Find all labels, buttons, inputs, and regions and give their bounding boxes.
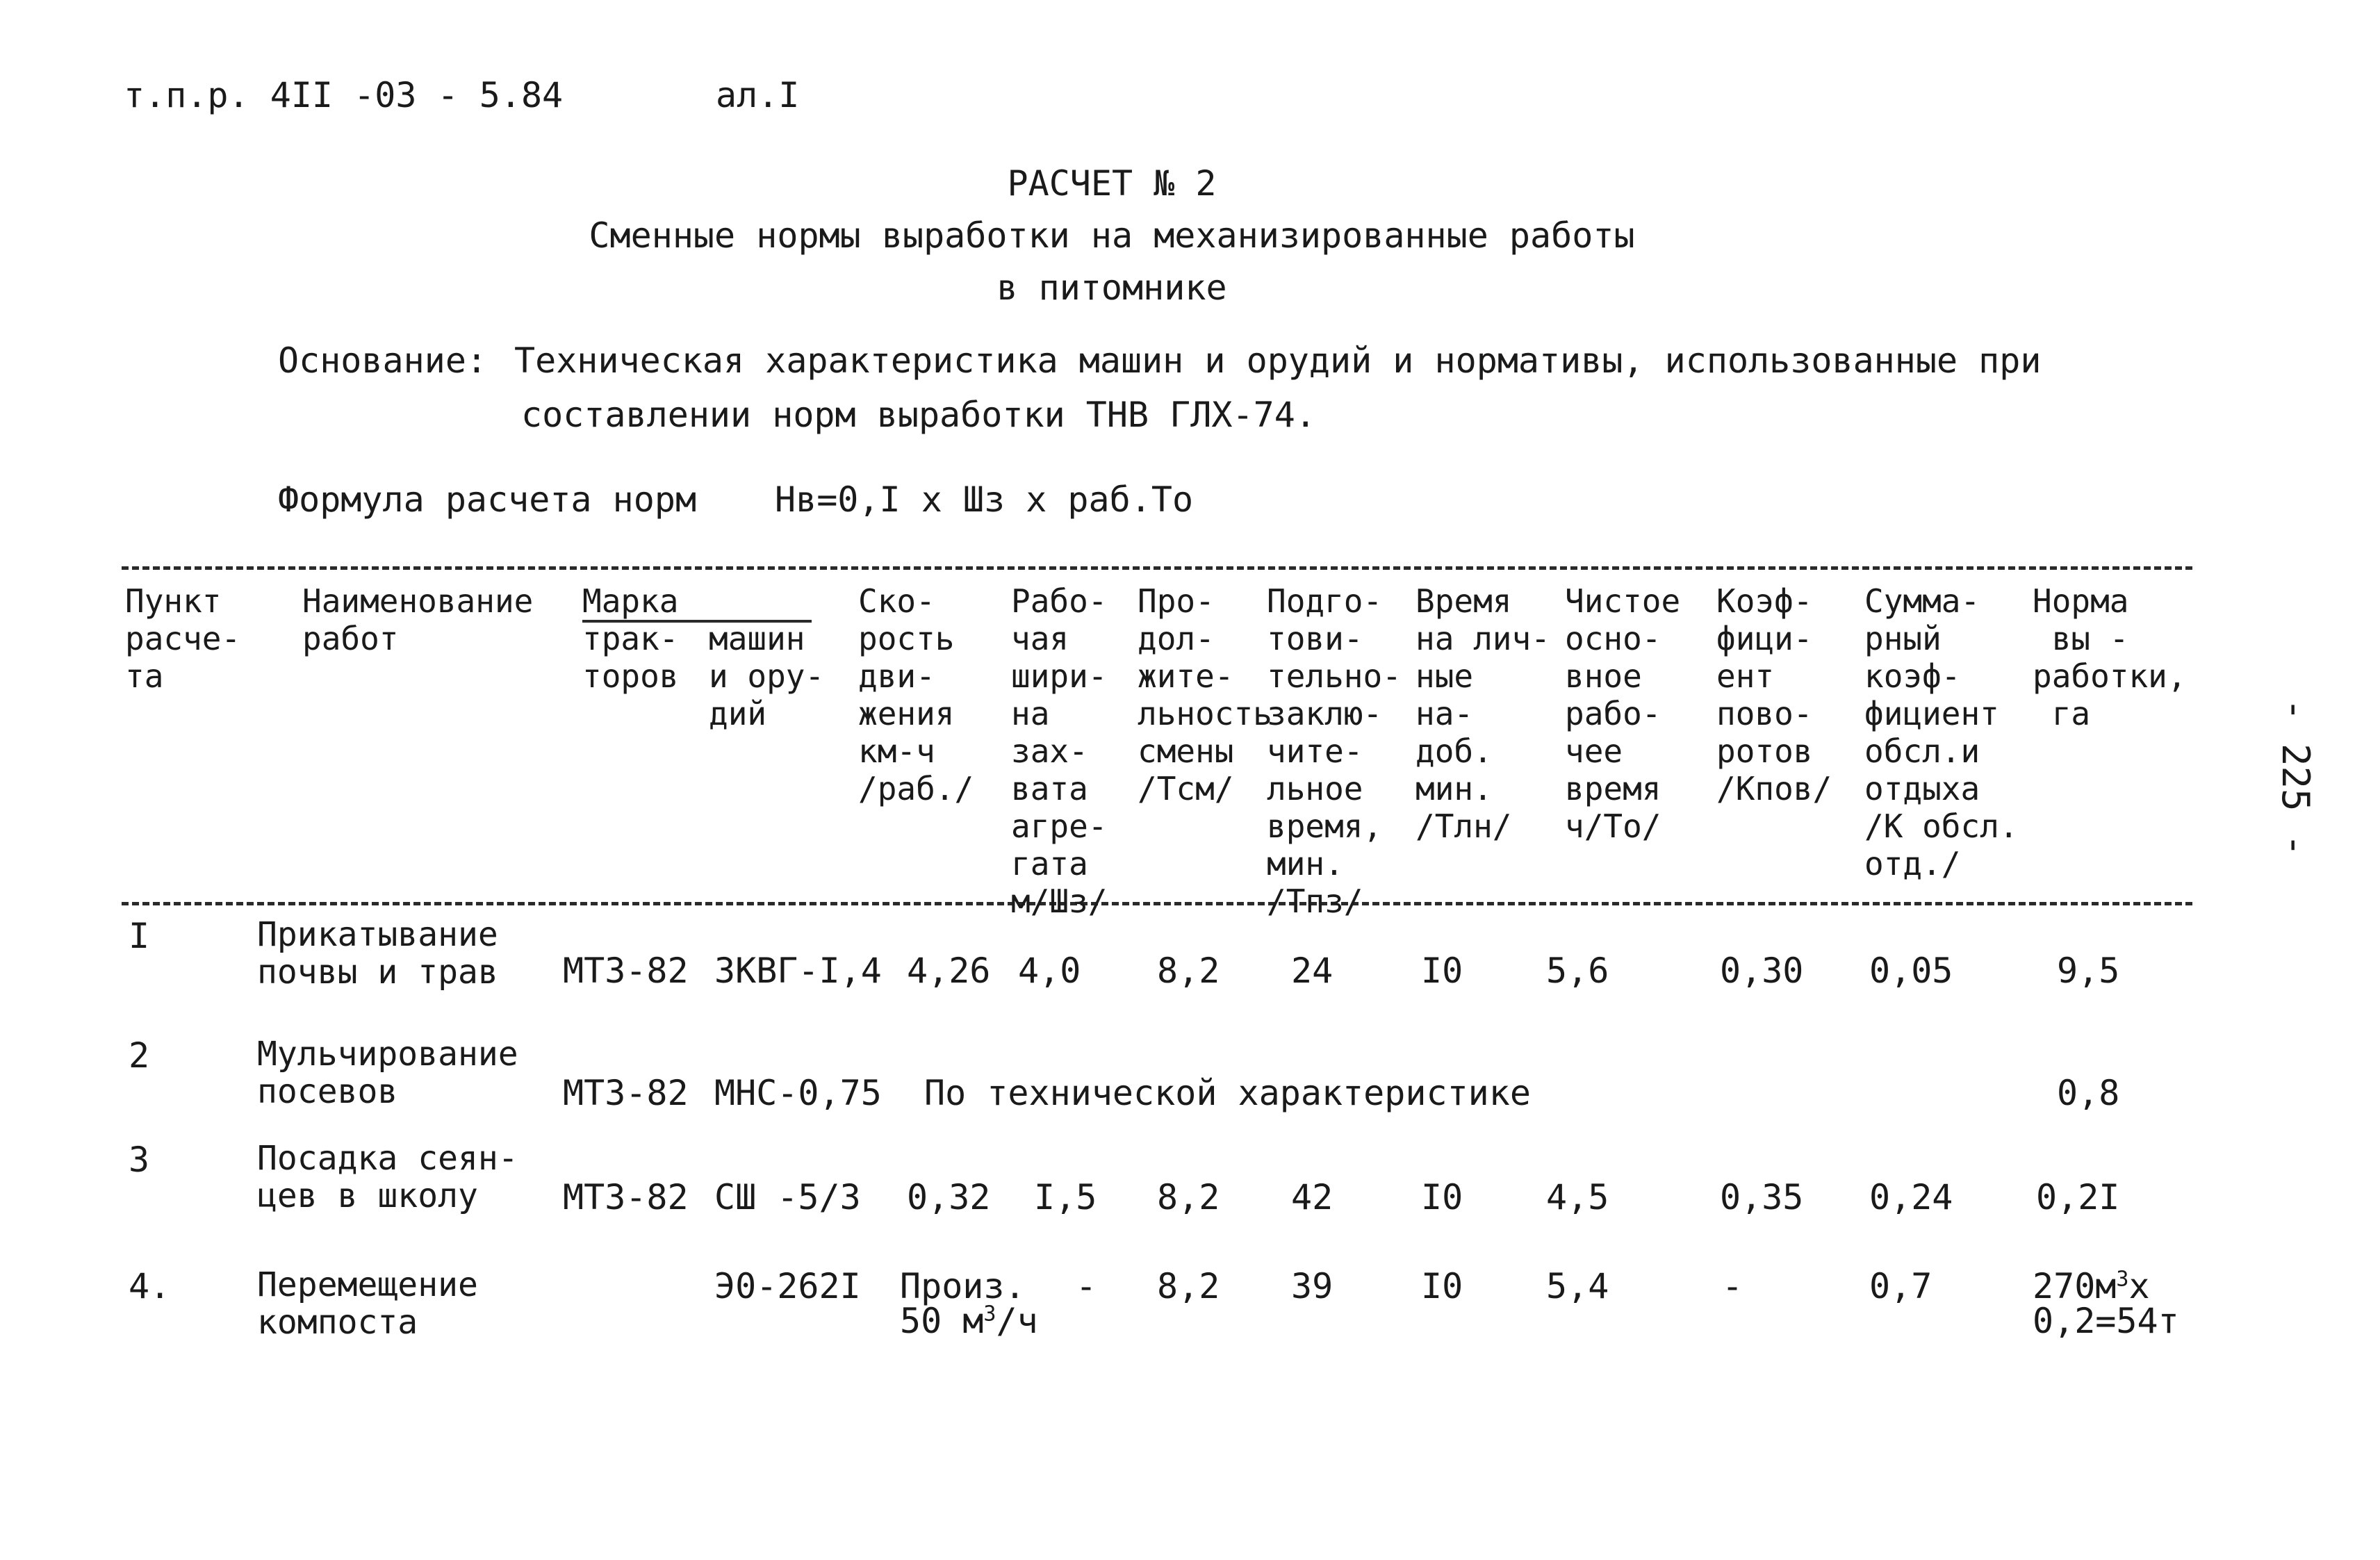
row-1-duration: 8,2 xyxy=(1157,951,1220,991)
calculation-subtitle-2: в питомнике xyxy=(996,268,1227,308)
col-header-norm: Норма вы - работки, га xyxy=(2033,582,2187,732)
row-4-machine: Э0-262I xyxy=(714,1266,861,1306)
formula-label: Формула расчета норм xyxy=(278,479,697,520)
row-1-norm: 9,5 xyxy=(2057,951,2120,991)
row-3-tractor: МТЗ-82 xyxy=(563,1177,689,1217)
row-1-turn: 0,30 xyxy=(1720,951,1804,991)
row-4-norm-line-2: 0,2=54т xyxy=(2033,1301,2179,1341)
col-header-turn-coef: Коэф- фици- ент пово- ротов /Кпов/ xyxy=(1716,582,1832,807)
row-1-machine: ЗКВГ-I,4 xyxy=(714,951,882,991)
col-header-marka: Марка xyxy=(582,582,812,623)
sheet-label: ал.I xyxy=(716,75,800,115)
row-4-speed-line-1: Произ. xyxy=(900,1266,1026,1306)
col-header-name: Наименование работ xyxy=(302,582,534,657)
basis-text-2: составлении норм выработки ТНВ ГЛХ-74. xyxy=(521,395,1316,435)
row-3-turn: 0,35 xyxy=(1720,1177,1804,1217)
row-4-num: 4. xyxy=(129,1266,171,1306)
col-header-punkt: Пункт расче- та xyxy=(125,582,241,695)
formula-expression: Нв=0,I х Шз х раб.То xyxy=(775,479,1194,520)
document-code: т.п.р. 4II -03 - 5.84 xyxy=(124,75,564,115)
row-4-personal: I0 xyxy=(1421,1266,1463,1306)
row-1-width: 4,0 xyxy=(1018,951,1081,991)
col-header-width: Рабо- чая шири- на зах- вата агре- гата м/Шз/ xyxy=(1011,582,1108,920)
row-1-personal: I0 xyxy=(1421,951,1463,991)
col-header-prep-time: Подго- тови- тельно- заклю- чите- льное время, мин. /Тпз/ xyxy=(1267,582,1402,920)
row-4-net: 5,4 xyxy=(1546,1266,1609,1306)
row-3-personal: I0 xyxy=(1421,1177,1463,1217)
row-2-name: Мульчирование посевов xyxy=(257,1035,518,1111)
row-3-total: 0,24 xyxy=(1869,1177,1953,1217)
col-header-personal-time: Время на лич- ные на- доб. мин. /Тлн/ xyxy=(1415,582,1550,845)
row-4-width: - xyxy=(1076,1266,1097,1306)
row-4-norm-line-1: $270м^3х$ xyxy=(2033,1266,2150,1306)
row-4-name: Перемещение компоста xyxy=(257,1265,478,1342)
col-header-tractors: трак- торов xyxy=(582,620,679,695)
row-1-speed: 4,26 xyxy=(907,951,991,991)
row-4-speed-line-2: 50 $м^3/ч$ xyxy=(900,1301,1038,1341)
calculation-subtitle: Сменные нормы выработки на механизированные работы xyxy=(589,215,1635,256)
col-header-net-time: Чистое осно- вное рабо- чее время ч/То/ xyxy=(1565,582,1681,845)
row-2-machine: МНС-0,75 xyxy=(714,1073,882,1113)
row-3-duration: 8,2 xyxy=(1157,1177,1220,1217)
row-2-tractor: МТЗ-82 xyxy=(563,1073,689,1113)
row-1-name: Прикатывание почвы и трав xyxy=(257,915,498,992)
row-1-tractor: МТЗ-82 xyxy=(563,951,689,991)
row-1-num: I xyxy=(129,916,150,956)
row-1-total: 0,05 xyxy=(1869,951,1953,991)
row-4-turn: - xyxy=(1722,1266,1743,1306)
calculation-title: РАСЧЕТ № 2 xyxy=(1007,163,1217,204)
row-2-note: По технической характеристике xyxy=(924,1073,1531,1113)
row-4-duration: 8,2 xyxy=(1157,1266,1220,1306)
basis-label: Основание: xyxy=(278,340,488,381)
col-header-total-coef: Сумма- рный коэф- фициент обсл.и отдыха /К обсл. отд./ xyxy=(1864,582,2019,882)
row-3-name: Посадка сеян- цев в школу xyxy=(257,1139,518,1215)
row-3-prep: 42 xyxy=(1291,1177,1333,1217)
row-4-prep: 39 xyxy=(1291,1266,1333,1306)
row-1-prep: 24 xyxy=(1291,951,1333,991)
row-3-width: I,5 xyxy=(1034,1177,1097,1217)
col-header-duration: Про- дол- жите- льность смены /Тсм/ xyxy=(1138,582,1272,807)
row-3-norm: 0,2I xyxy=(2036,1177,2120,1217)
row-1-net: 5,6 xyxy=(1546,951,1609,991)
row-3-num: 3 xyxy=(129,1140,150,1180)
table-header-rule xyxy=(122,902,2192,905)
col-header-speed: Ско- рость дви- жения км-ч /раб./ xyxy=(858,582,974,807)
basis-text-1: Техническая характеристика машин и орудий и нормативы, использованные при xyxy=(514,340,2042,381)
col-header-machines: машин и ору- дий xyxy=(709,620,825,732)
row-2-num: 2 xyxy=(129,1035,150,1076)
row-3-net: 4,5 xyxy=(1546,1177,1609,1217)
row-2-norm: 0,8 xyxy=(2057,1073,2120,1113)
row-3-machine: СШ -5/3 xyxy=(714,1177,861,1217)
row-4-total: 0,7 xyxy=(1869,1266,1932,1306)
row-3-speed: 0,32 xyxy=(907,1177,991,1217)
page-number: - 225 - xyxy=(2274,698,2317,857)
table-top-rule xyxy=(122,566,2192,570)
